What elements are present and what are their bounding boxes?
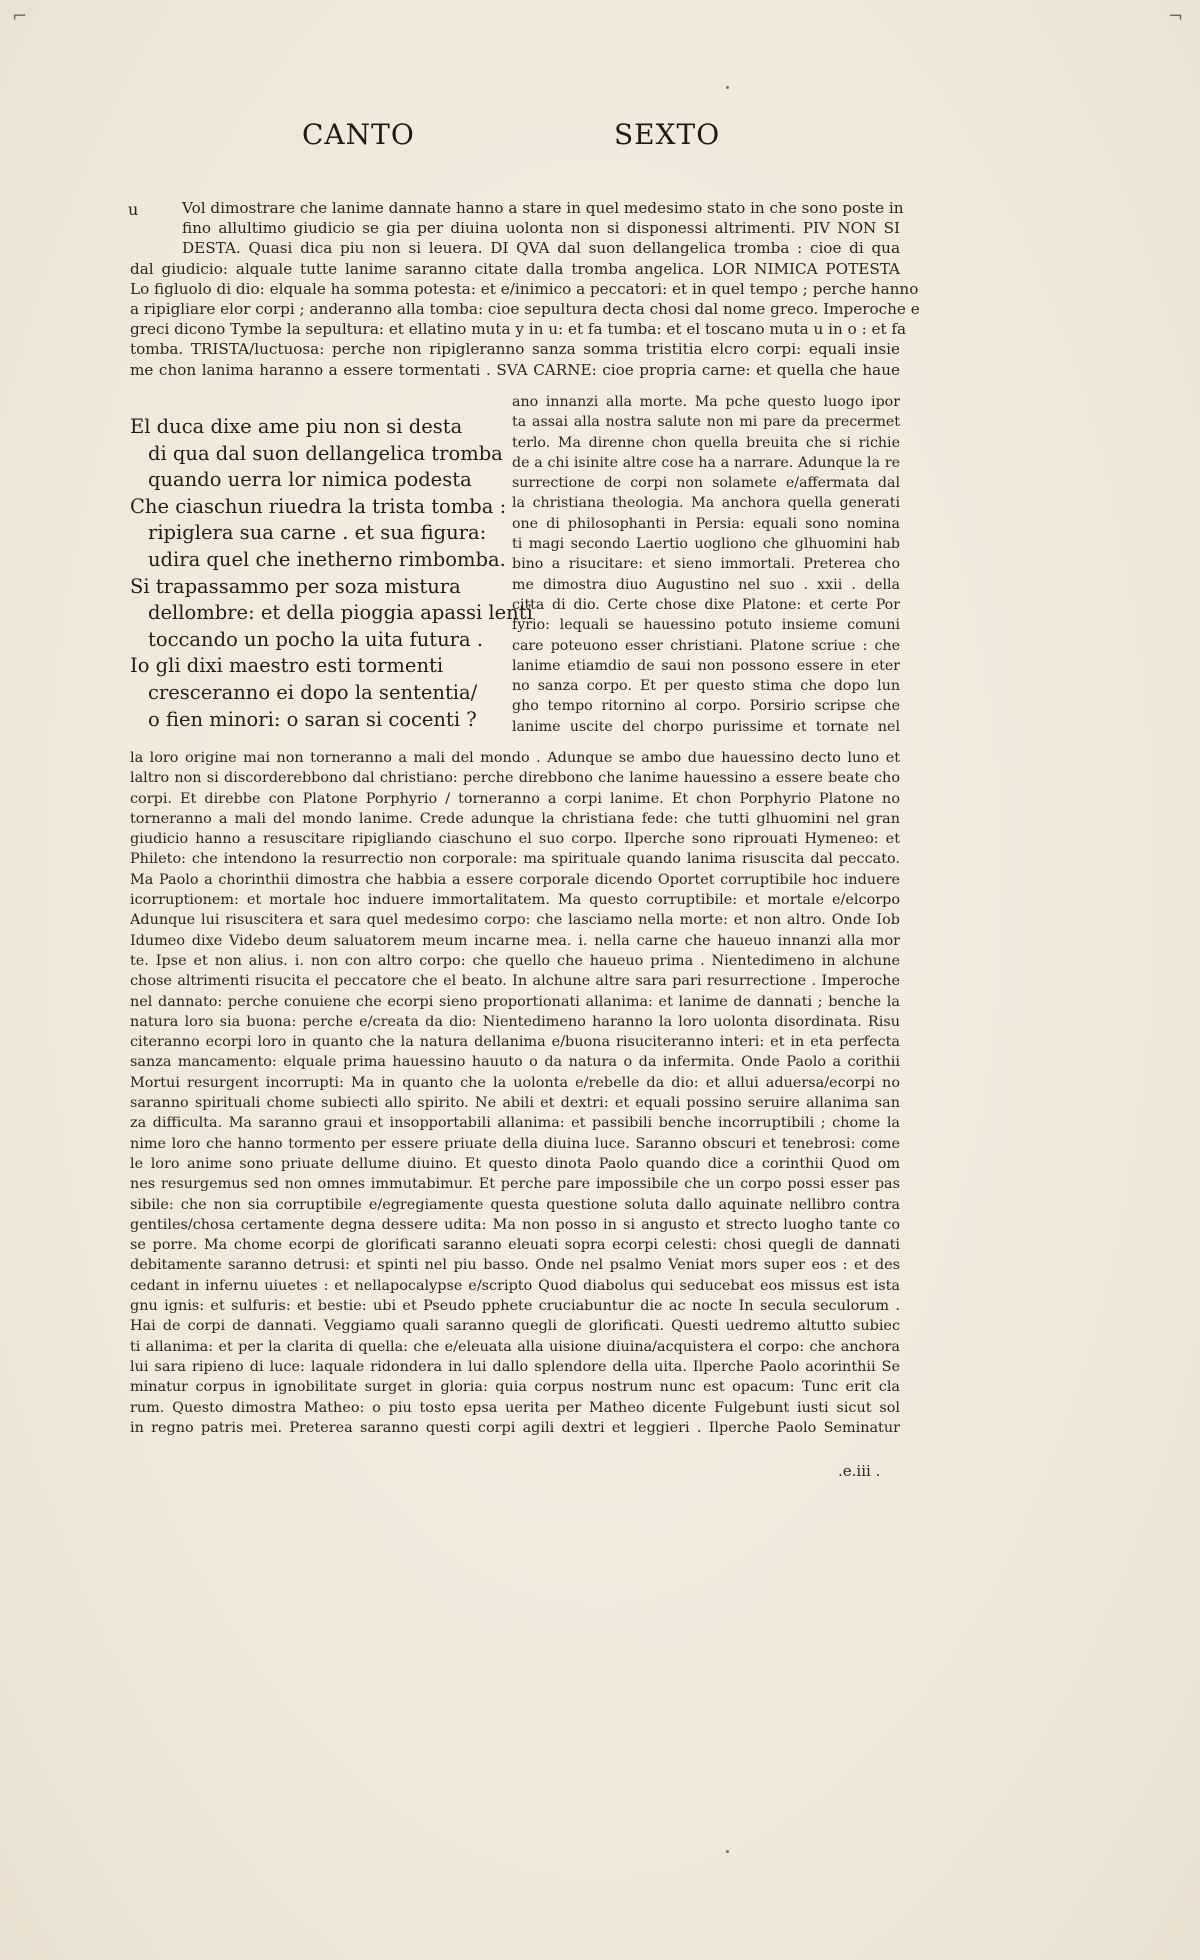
commentary-line: Vol dimostrare che lanime dannate hanno a stare in quel medesimo stato in che sono poste in — [182, 199, 904, 217]
commentary-line: surrectione de corpi non solamete e/affermata dal — [512, 475, 900, 492]
crop-mark-top-right: ¬ — [1168, 6, 1184, 27]
commentary-line: a ripigliare elor corpi ; anderanno alla tomba: cioe sepultura decta chosi dal nome greco. Imperoche e — [130, 300, 920, 319]
commentary-line: gho tempo ritornino al corpo. Porsirio scripse che — [512, 698, 900, 715]
verse-line: Io gli dixi maestro esti tormenti — [130, 654, 444, 678]
commentary-line: bino a risucitare: et sieno immortali. Preterea cho — [512, 556, 900, 573]
verse-line: toccando un pocho la uita futura . — [148, 627, 484, 651]
commentary-line: nel dannato: perche conuiene che ecorpi sieno proportionati allanima: et lanime de dannati ; benche la — [130, 993, 900, 1010]
commentary-line: Ma Paolo a chorinthii dimostra che habbia a essere corporale dicendo Oportet corruptibile hoc induere — [130, 871, 900, 888]
commentary-line: sanza mancamento: elquale prima hauessino hauuto o da natura o da infermita. Onde Paolo a corithii — [130, 1054, 900, 1071]
commentary-line: dal giudicio: alquale tutte lanime saranno citate dalla tromba angelica. LOR NIMICA POTESTA — [130, 259, 900, 278]
verse-line: ripiglera sua carne . et sua figura: — [148, 521, 487, 545]
commentary-line: me chon lanima haranno a essere tormentati . SVA CARNE: cioe propria carne: et quella che haue — [130, 360, 900, 379]
commentary-line: saranno spirituali chome subiecti allo spirito. Ne abili et dextri: et equali possino seruire allanima san — [130, 1095, 900, 1112]
commentary-line: icorruptionem: et mortale hoc induere immortalitatem. Ma questo corruptibile: et mortale e/elcorpo — [130, 892, 900, 909]
pin-dot-bottom — [726, 1850, 729, 1853]
commentary-line: cedant in infernu uiuetes : et nellapocalypse e/scripto Quod diabolus qui seducebat eos missus est ista — [130, 1277, 900, 1294]
commentary-line: giudicio hanno a resuscitare ripigliando ciaschuno el suo corpo. Ilperche sono riprouati Hymeneo: et — [130, 831, 900, 848]
commentary-line: ano innanzi alla morte. Ma pche questo luogo ipor — [512, 394, 900, 410]
commentary-line: no sanza corpo. Et per questo stima che dopo lun — [512, 678, 900, 695]
commentary-line: corpi. Et direbbe con Platone Porphyrio / torneranno a corpi lanime. Et chon Porphyrio Platone no — [130, 790, 900, 807]
commentary-line: gentiles/chosa certamente degna dessere udita: Ma non posso in si angusto et strecto luogho tante co — [130, 1216, 900, 1233]
commentary-line: Phileto: che intendono la resurrectio non corporale: ma spirituale quando lanima risuscita dal peccato. — [130, 851, 900, 868]
commentary-line: le loro anime sono priuate dellume diuino. Et questo dinota Paolo quando dice a corinthii Quod om — [130, 1155, 900, 1172]
commentary-line: ta assai alla nostra salute non mi pare da precermet — [512, 414, 900, 431]
verse-line: Che ciaschun riuedra la trista tomba : — [130, 494, 507, 518]
commentary-line: greci dicono Tymbe la sepultura: et ellatino muta y in u: et fa tumba: et el toscano muta u in o : et fa — [130, 320, 907, 339]
verse-line: o fien minori: o saran si cocenti ? — [148, 707, 477, 731]
commentary-line: Lo figluolo di dio: elquale ha somma potesta: et e/inimico a peccatori: et in quel tempo ; perche hanno — [130, 279, 919, 298]
commentary-line: rum. Questo dimostra Matheo: o piu tosto epsa uerita per Matheo dicente Fulgebunt iusti sicut sol — [130, 1399, 900, 1416]
commentary-line: debitamente saranno detrusi: et spinti nel piu basso. Onde nel psalmo Veniat mors super eos : et des — [130, 1257, 900, 1274]
commentary-right-column — [512, 392, 900, 737]
commentary-line: tomba. TRISTA/luctuosa: perche non ripigleranno sanza somma tristitia elcro corpi: equali insie — [130, 340, 900, 359]
verse-line: udira quel che inetherno rimbomba. — [148, 547, 506, 571]
commentary-top — [130, 198, 920, 380]
commentary-line: sibile: che non sia corruptibile e/egregiamente questa questione soluta dallo aquinate nellibro contra — [130, 1196, 900, 1213]
commentary-line: gnu ignis: et sulfuris: et bestie: ubi et Pseudo pphete cruciabuntur die ac nocte In secula seculorum . — [130, 1298, 900, 1315]
commentary-line: me dimostra diuo Augustino nel suo . xxii . della — [512, 576, 900, 593]
commentary-line: lanime uscite del chorpo purissime et tornate nel — [512, 718, 900, 735]
commentary-bottom — [130, 748, 900, 1438]
verse-line: di qua dal suon dellangelica tromba — [148, 441, 503, 465]
poem-verses — [130, 414, 533, 733]
commentary-line: Hai de corpi de dannati. Veggiamo quali saranno quegli de glorificati. Questi uedremo altutto subiec — [130, 1318, 900, 1335]
commentary-line: de a chi isinite altre cose ha a narrare. Adunque la re — [512, 454, 900, 471]
commentary-line: torneranno a mali del mondo lanime. Crede adunque la christiana fede: che tutti glhuomini nel gran — [130, 810, 900, 827]
commentary-line: ti magi secondo Laertio uogliono che glhuomini hab — [512, 536, 900, 553]
commentary-line: lui sara ripieno di luce: laquale ridondera in lui dallo splendore della uita. Ilperche Paolo acorinthii Se — [130, 1358, 900, 1375]
verse-line: El duca dixe ame piu non si desta — [130, 415, 463, 438]
commentary-line: fino allultimo giudicio se gia per diuina uolonta non si disponessi altrimenti. PIV NON SI — [182, 219, 900, 238]
commentary-line: la loro origine mai non torneranno a mali del mondo . Adunque se ambo due hauessino decto luno et — [130, 750, 900, 766]
initial-guide-letter: u — [128, 200, 139, 219]
commentary-line: minatur corpus in ignobilitate surget in gloria: quia corpus nostrum nunc est opacum: Tunc erit cla — [130, 1379, 900, 1396]
verse-line: cresceranno ei dopo la sententia/ — [148, 680, 478, 704]
commentary-line: chose altrimenti risucita el peccatore che el beato. In alchune altre sara pari resurrectione . Imperoche — [130, 973, 900, 990]
commentary-line: natura loro sia buona: perche e/creata da dio: Nientedimeno haranno la loro uolonta disordinata. Risu — [130, 1013, 900, 1030]
commentary-line: nes resurgemus sed non omnes immutabimur. Et perche pare impossibile che un corpo possi esser pas — [130, 1176, 900, 1193]
commentary-line: ti allanima: et per la clarita di quella: che e/eleuata alla uisione diuina/acquistera el corpo: che anchora — [130, 1338, 900, 1355]
commentary-line: one di philosophanti in Persia: equali sono nomina — [512, 515, 900, 532]
crop-mark-top-left: ⌐ — [12, 6, 28, 27]
commentary-line: nime loro che hanno tormento per essere priuate della diuina luce. Saranno obscuri et tenebrosi: come — [130, 1135, 900, 1152]
commentary-line: citta di dio. Certe chose dixe Platone: et certe Por — [512, 596, 900, 613]
commentary-line: Adunque lui risuscitera et sara quel medesimo corpo: che lasciamo nella morte: et non altro. Onde Iob — [130, 912, 900, 929]
commentary-line: citeranno ecorpi loro in quanto che la natura dellanima e/buona risuciteranno interi: et in eta perfecta — [130, 1034, 900, 1051]
commentary-line: terlo. Ma direnne chon quella breuita che si richie — [512, 434, 900, 451]
commentary-line: se porre. Ma chome ecorpi de glorificati saranno eleuati sopra ecorpi celesti: chosi quegli de dannati — [130, 1237, 900, 1254]
commentary-line: care poteuono esser christiani. Platone scriue : che — [512, 637, 900, 654]
running-head-sexto: SEXTO — [614, 118, 721, 151]
signature-mark: .e.iii . — [838, 1462, 881, 1480]
pin-dot-top — [726, 86, 729, 89]
commentary-line: fyrio: lequali se hauessino potuto insieme comuni — [512, 617, 900, 634]
commentary-line: za difficulta. Ma saranno graui et insopportabili allanima: et passibili benche incorruptibili ; chome la — [130, 1115, 900, 1132]
commentary-line: in regno patris mei. Preterea saranno questi corpi agili dextri et leggieri . Ilperche Paolo Seminatur — [130, 1419, 900, 1436]
commentary-line: lanime etiamdio de saui non possono essere in eter — [512, 657, 900, 674]
commentary-line: te. Ipse et non alius. i. non con altro corpo: che quello che haueuo prima . Nientedimeno in alchune — [130, 952, 900, 969]
verse-line: dellombre: et della pioggia apassi lenti — [148, 601, 533, 625]
running-head-canto: CANTO — [302, 118, 415, 151]
verse-line: quando uerra lor nimica podesta — [148, 468, 472, 492]
commentary-line: DESTA. Quasi dica piu non si leuera. DI QVA dal suon dellangelica tromba : cioe di qua — [182, 239, 900, 258]
commentary-line: la christiana theologia. Ma anchora quella generati — [512, 495, 900, 512]
commentary-line: Mortui resurgent incorrupti: Ma in quanto che la uolonta e/rebelle da dio: et allui aduersa/ecorpi no — [130, 1074, 900, 1091]
commentary-line: laltro non si discorderebbono dal christiano: perche direbbono che lanime hauessino a essere beate cho — [130, 770, 900, 787]
verse-line: Si trapassammo per soza mistura — [130, 574, 461, 598]
commentary-line: Idumeo dixe Videbo deum saluatorem meum incarne mea. i. nella carne che haueuo innanzi alla mor — [130, 932, 900, 949]
